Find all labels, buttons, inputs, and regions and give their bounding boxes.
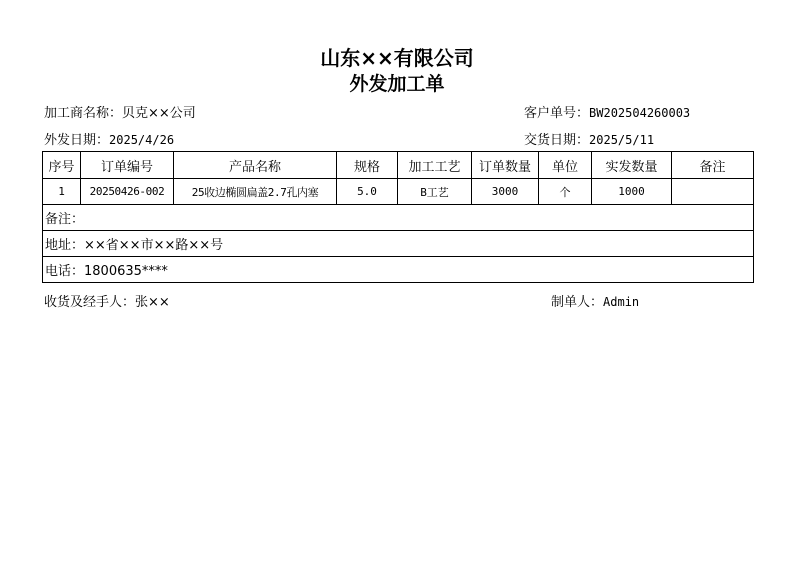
cell-remark xyxy=(672,179,754,205)
address-row xyxy=(43,231,754,257)
receiver-value: 张×× xyxy=(135,295,170,310)
table-header-row xyxy=(43,152,754,179)
maker-value: Admin xyxy=(603,295,640,309)
delivery-date-field xyxy=(524,129,654,148)
remark-cell: 备注： xyxy=(43,205,754,231)
cell-spec: 5.0 xyxy=(337,179,398,205)
maker-field xyxy=(551,291,639,310)
receiver-label: 收货及经手人： xyxy=(44,295,136,310)
cell-product: 25收边椭圆扁盖2.7孔内塞 xyxy=(174,179,337,205)
ship-date-field xyxy=(44,129,174,148)
maker-label: 制单人： xyxy=(551,295,604,310)
remark-row xyxy=(43,205,754,231)
address-cell: 地址：××省××市××路××号 xyxy=(43,231,754,257)
cell-unit: 个 xyxy=(539,179,592,205)
col-header-product: 产品名称 xyxy=(174,152,337,179)
cell-order-qty: 3000 xyxy=(472,179,539,205)
customer-no-value: BW202504260003 xyxy=(589,106,691,120)
table-row xyxy=(43,179,754,205)
delivery-date-label: 交货日期： xyxy=(524,133,590,148)
processor-field xyxy=(44,102,196,121)
cell-process: B工艺 xyxy=(398,179,472,205)
col-header-remark: 备注 xyxy=(672,152,754,179)
cell-seq: 1 xyxy=(43,179,81,205)
col-header-unit: 单位 xyxy=(539,152,592,179)
ship-date-value: 2025/4/26 xyxy=(109,133,175,147)
customer-no-label: 客户单号： xyxy=(524,106,590,121)
customer-no-field xyxy=(524,102,690,121)
cell-shipped-qty: 1000 xyxy=(592,179,672,205)
form-title: 外发加工单 xyxy=(349,73,445,95)
processor-value: 贝克××公司 xyxy=(122,106,196,121)
delivery-date-value: 2025/5/11 xyxy=(589,133,655,147)
processor-label: 加工商名称： xyxy=(44,106,123,121)
col-header-order-no: 订单编号 xyxy=(81,152,174,179)
col-header-process: 加工工艺 xyxy=(398,152,472,179)
col-header-seq: 序号 xyxy=(43,152,81,179)
ship-date-label: 外发日期： xyxy=(44,133,110,148)
receiver-field xyxy=(44,291,170,310)
cell-order-no: 20250426-002 xyxy=(81,179,174,205)
col-header-order-qty: 订单数量 xyxy=(472,152,539,179)
col-header-spec: 规格 xyxy=(337,152,398,179)
company-title: 山东××有限公司 xyxy=(320,46,474,70)
col-header-shipped-qty: 实发数量 xyxy=(592,152,672,179)
order-table xyxy=(42,151,754,283)
phone-cell: 电话：1800635**** xyxy=(43,257,754,283)
phone-row xyxy=(43,257,754,283)
